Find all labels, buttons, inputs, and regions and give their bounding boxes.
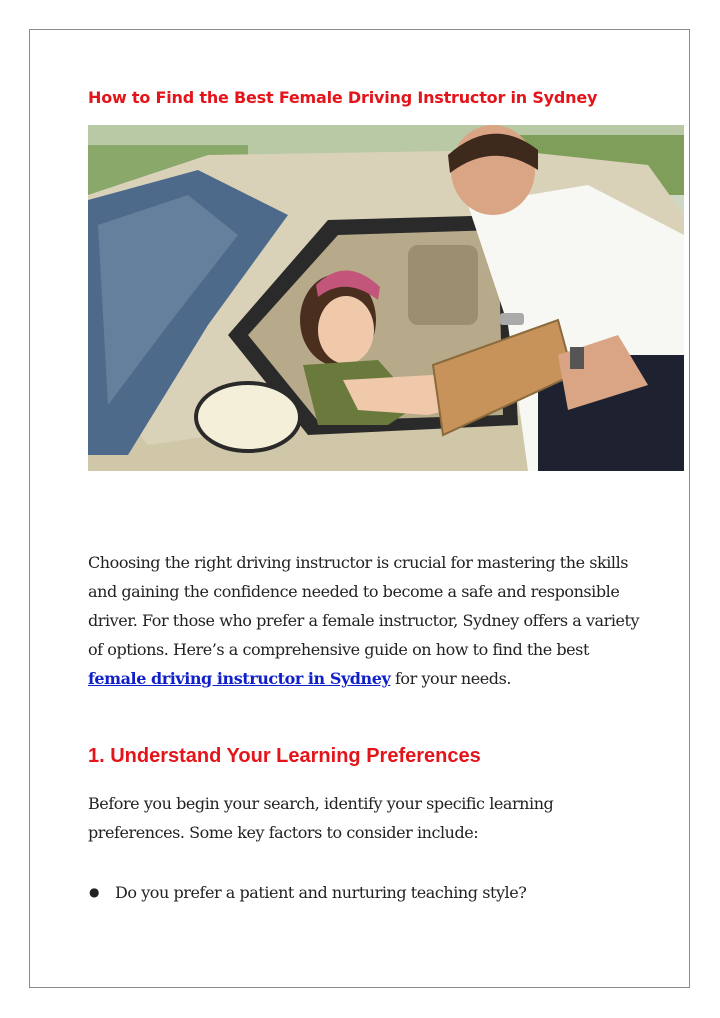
intro-text-before-link: Choosing the right driving instructor is crucial for mastering the skills and gaining the confidence needed to become a safe and responsible driver. For those who prefer a female instructor, Sydney offers a variety of options. Here’s a comprehensive guide on how to find the best (88, 553, 640, 659)
bullet-list (88, 878, 526, 907)
section-paragraph: Before you begin your search, identify your specific learning preferences. Some key factors to consider include: (88, 794, 554, 842)
list-item-text: Do you prefer a patient and nurturing teaching style? (115, 883, 527, 902)
female-driving-instructor-link[interactable]: female driving instructor in Sydney (88, 669, 391, 688)
intro-paragraph (88, 548, 648, 693)
bullet-icon: ● (89, 885, 100, 899)
section-heading-learning-preferences: 1. Understand Your Learning Preferences (88, 745, 481, 767)
hero-photo (88, 125, 684, 471)
document-title: How to Find the Best Female Driving Instructor in Sydney (88, 88, 598, 107)
list-item (88, 878, 526, 907)
intro-text-after-link: for your needs. (390, 669, 511, 688)
